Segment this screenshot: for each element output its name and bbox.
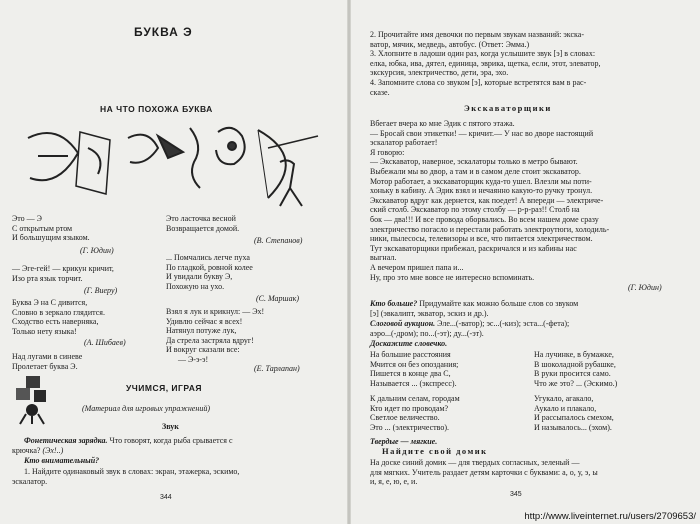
- poem-4-author: (С. Маршак): [256, 294, 299, 303]
- attentive-heading: Кто внимательный?: [24, 456, 100, 465]
- phonetic-exercise: Фонетическая зарядка. Что говорят, когда рыба срывается с: [24, 436, 233, 445]
- story-title: Экскаваторщики: [464, 103, 552, 113]
- phonetic-exercise-line2: крючка? (Эх!..): [12, 446, 64, 455]
- page-title: БУКВА Э: [134, 25, 193, 39]
- sound-heading: Звук: [162, 422, 179, 431]
- toy-blocks-illustration: [12, 374, 54, 426]
- riddle-c: К дальним селам, городам Кто идет по проводам? Светлое величество. Это ... (электричество).: [370, 394, 460, 432]
- story-text: Вбегает вчера ко мне Эдик с пятого этажа. — Бросай свои этикетки! — кричит.— У нас во дворе настоящий эскалатор работает! Я говорю: — Экскаватор, наверное, эскалаторы только в метро бывают. Выбежали мы во двор, а там и в самом деле стоит экскаватор. Мотор работает, а экскаваторщик куда-то ушел. Влезли мы поти- хоньку в кабину. А Эдик взял и нечаянно какую-то ручку тронул. Экскаватор вдруг как дернется, как поедет! А впереди — электриче- ский столб. Экскаватор по этому столбу — р-р-раз!! Столб на бок — два!!! И все проводa оборвались. Во всем нашем доме сразу электричество погасло и перестали работать электроутюги, холодиль- ники, пылесосы, телевизоры и все, что питается электричеством. Тут экскаваторщики прибежал, раскричался и из кабины нас выгнал. А вечером пришел папа и... Ну, про это мне вовсе не интересно вспоминать.: [370, 119, 610, 282]
- poem-6: Взял я лук и крикнул: — Эх! Удивлю сейчас я всех! Натянул потуже лук, Да стрела застряла вдруг! И вокруг сказали все: — Э-э-э!: [166, 307, 265, 364]
- poem-1: Это — Э С открытым ртом И большущим языком.: [12, 214, 90, 243]
- task-1-cont: эскалатор.: [12, 477, 48, 486]
- section-subtitle: (Материал для игровых упражнений): [82, 404, 210, 413]
- poem-2-author: (В. Степанов): [254, 236, 303, 245]
- riddle-b: На лучинке, в бумажке, В шоколадной рубашке, В руки просится само. Что же это? ... (Эскимо.): [534, 350, 618, 388]
- letter-illustration: [18, 118, 328, 208]
- poem-4: ... Помчались легче пуха По гладкой, ровной колее И увидали букву Э, Похожую на ухо.: [166, 253, 253, 291]
- source-watermark: http://www.liveinternet.ru/users/2709653/: [524, 511, 696, 522]
- house-game-text: На доске синий домик — для твердых согласных, зеленый — для мягких. Учитель раздает детям карточки с буквами: а, о, у, э, ы и, я, е, ю, е, и.: [370, 458, 598, 487]
- poem-1-author: (Г. Юдин): [80, 246, 114, 255]
- task-1: 1. Найдите одинаковый звук в словах: экран, этажерка, эскимо,: [24, 467, 240, 476]
- tasks-2-4: 2. Прочитайте имя девочки по первым звукам названий: экска- ватор, мячик, медведь, автобус. (Ответ: Эмма.) 3. Хлопните в ладоши один раз, когда услышите звук [э] в словах: елка, юбка, ива, дятел, единица, эврика, щетка, если, этот, элеватор, экскурсия, электричество, дети, эра, эхо. 4. Запомните слова со звуком [э], которые встретятся вам в рас- сказе.: [370, 30, 601, 97]
- section-title: УЧИМСЯ, ИГРАЯ: [126, 383, 203, 393]
- section-heading: НА ЧТО ПОХОЖА БУКВА: [100, 104, 213, 114]
- poem-5-author: (А. Шибаев): [84, 338, 126, 347]
- hard-soft-heading: Твердые — мягкие.: [370, 437, 438, 446]
- poem-2: Это ласточка весной Возвращается домой.: [166, 214, 240, 233]
- syllable-auction: Слоговой аукцион. Эле...(-ватор); эс...(-киз); эста...(-фета);: [370, 319, 570, 328]
- poem-3-author: (Г. Виеру): [84, 286, 118, 295]
- right-page: [352, 0, 700, 524]
- finish-word-heading: Доскажите словечко.: [370, 339, 448, 348]
- story-author: (Г. Юдин): [628, 283, 662, 292]
- syllable-auction-cont: аэро...(-дром); по...(-эт); ду...(-эт).: [370, 329, 484, 338]
- more-words-task-cont: [э] (эвкалипт, экватор, эскиз и др.).: [370, 309, 489, 318]
- poem-5: Буква Э на С дивится, Словно в зеркало глядится. Сходство есть наверняка, Только нету языка!: [12, 298, 105, 336]
- house-game-title: Найдите свой домик: [382, 446, 488, 456]
- riddle-a: На большие расстояния Мчится он без опоздания; Пишется в конце два С, Называется ... (экспресс).: [370, 350, 459, 388]
- poem-3: — Эге-гей! — крикун кричит, Изо рта язык торчит.: [12, 264, 114, 283]
- more-words-task: Кто больше? Придумайте как можно больше слов со звуком: [370, 299, 579, 308]
- book-gutter: [347, 0, 351, 524]
- page-number-right: 345: [510, 491, 522, 498]
- poem-7: Над лугами в синеве Пролетает буква Э.: [12, 352, 83, 371]
- poem-6-author: (Е. Тарлапан): [254, 364, 300, 373]
- riddle-d: Угукало, агакало, Аукало и плакало, И рассыпалось смехом, И называлось... (эхом).: [534, 394, 614, 432]
- page-number-left: 344: [160, 494, 172, 501]
- left-page: [0, 0, 348, 524]
